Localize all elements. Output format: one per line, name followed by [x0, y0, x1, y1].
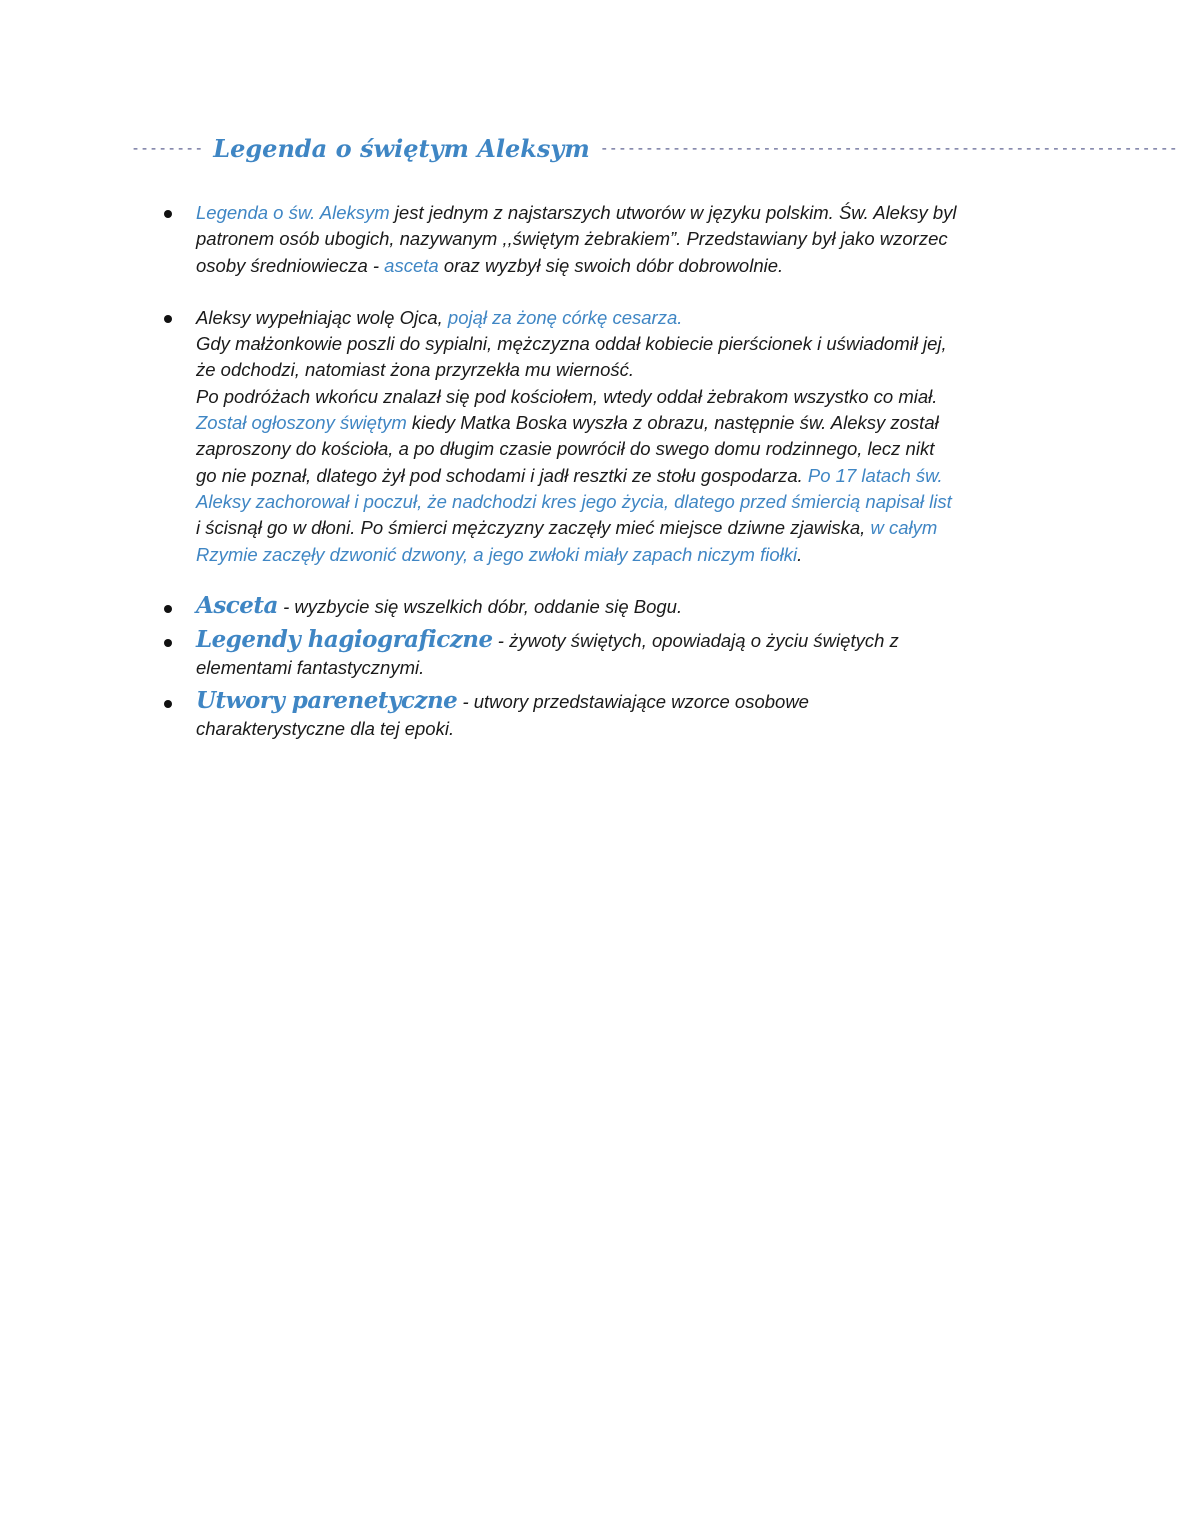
bullet-icon: [164, 315, 172, 323]
intro-text-end: oraz wyzbył się swoich dóbr dobrowolnie.: [438, 254, 784, 276]
section-header: [131, 128, 1178, 168]
story-highlight-3: Po 17 latach św. Aleksy zachorował i poczuł, że nadchodzi kres jego życia, dlatego przed śmiercią napisał list: [196, 464, 952, 512]
story-text-3: Po podróżach wkońcu znalazł się pod kościołem, wtedy oddał żebrakom wszystko co miał.: [196, 385, 938, 407]
definition-text: - żywoty świętych, opowiadają o życiu świętych z elementami fantastycznymi.: [196, 629, 899, 678]
definition-item: [160, 592, 960, 620]
intro-text: jest jednym z najstarszych utworów w języku polskim. Św. Aleksy byl patronem osób ubogich, nazywanym ,,świętym żebrakiem”. Przedstawiany był jako wzorzec osoby średniowiecza -: [196, 202, 957, 276]
list-item-story: [160, 305, 960, 568]
definition-term: Utwory parenetyczne: [196, 686, 458, 714]
definition-text: - wyzbycie się wszelkich dóbr, oddanie się Bogu.: [277, 595, 683, 617]
bullet-icon: [164, 605, 172, 613]
story-text-2: Gdy małżonkowie poszli do sypialni, mężczyzna oddał kobiecie pierścionek i uświadomił jej, że odchodzi, natomiast żona przyrzekła mu wierność.: [196, 333, 947, 381]
story-text-4: kiedy Matka Boska wyszła z obrazu, następnie św. Aleksy został zaproszony do kościoła, a po długim czasie powrócił do swego domu rodzinnego, lecz nikt go nie poznał, dlatego żył pod schodami i jadł resztki ze stołu gospodarza.: [196, 412, 939, 486]
story-text-6: .: [797, 543, 803, 565]
bullet-icon: [164, 210, 172, 218]
notes-list: [160, 200, 960, 748]
intro-title-ref: Legenda o św. Aleksym: [196, 202, 390, 223]
story-highlight-2: Został ogłoszony świętym: [196, 412, 407, 434]
bullet-icon: [164, 639, 172, 647]
list-item-intro: [160, 200, 960, 279]
story-text-1: Aleksy wypełniając wolę Ojca,: [196, 306, 448, 328]
definition-item: [160, 626, 960, 681]
definition-term: Legendy hagiograficzne: [196, 625, 493, 653]
definition-text: - utwory przedstawiające wzorce osobowe charakterystyczne dla tej epoki.: [196, 690, 809, 739]
story-highlight-1: pojął za żonę córkę cesarza.: [447, 306, 683, 328]
divider-right: ----------------------------------------------------------------: [599, 139, 1178, 157]
definition-item: [160, 687, 960, 742]
story-highlight-4: w całym Rzymie zaczęły dzwonić dzwony, a jego zwłoki miały zapach niczym fiołki: [196, 517, 938, 565]
story-text-5: i ścisnął go w dłoni. Po śmierci mężczyzny zaczęły mieć miejsce dziwne zjawiska,: [196, 517, 871, 539]
intro-asceta: asceta: [384, 254, 439, 276]
bullet-icon: [164, 700, 172, 708]
divider-left: --------: [131, 139, 204, 157]
page-title: Legenda o świętym Aleksym: [213, 133, 590, 163]
definition-term: Asceta: [196, 591, 278, 619]
